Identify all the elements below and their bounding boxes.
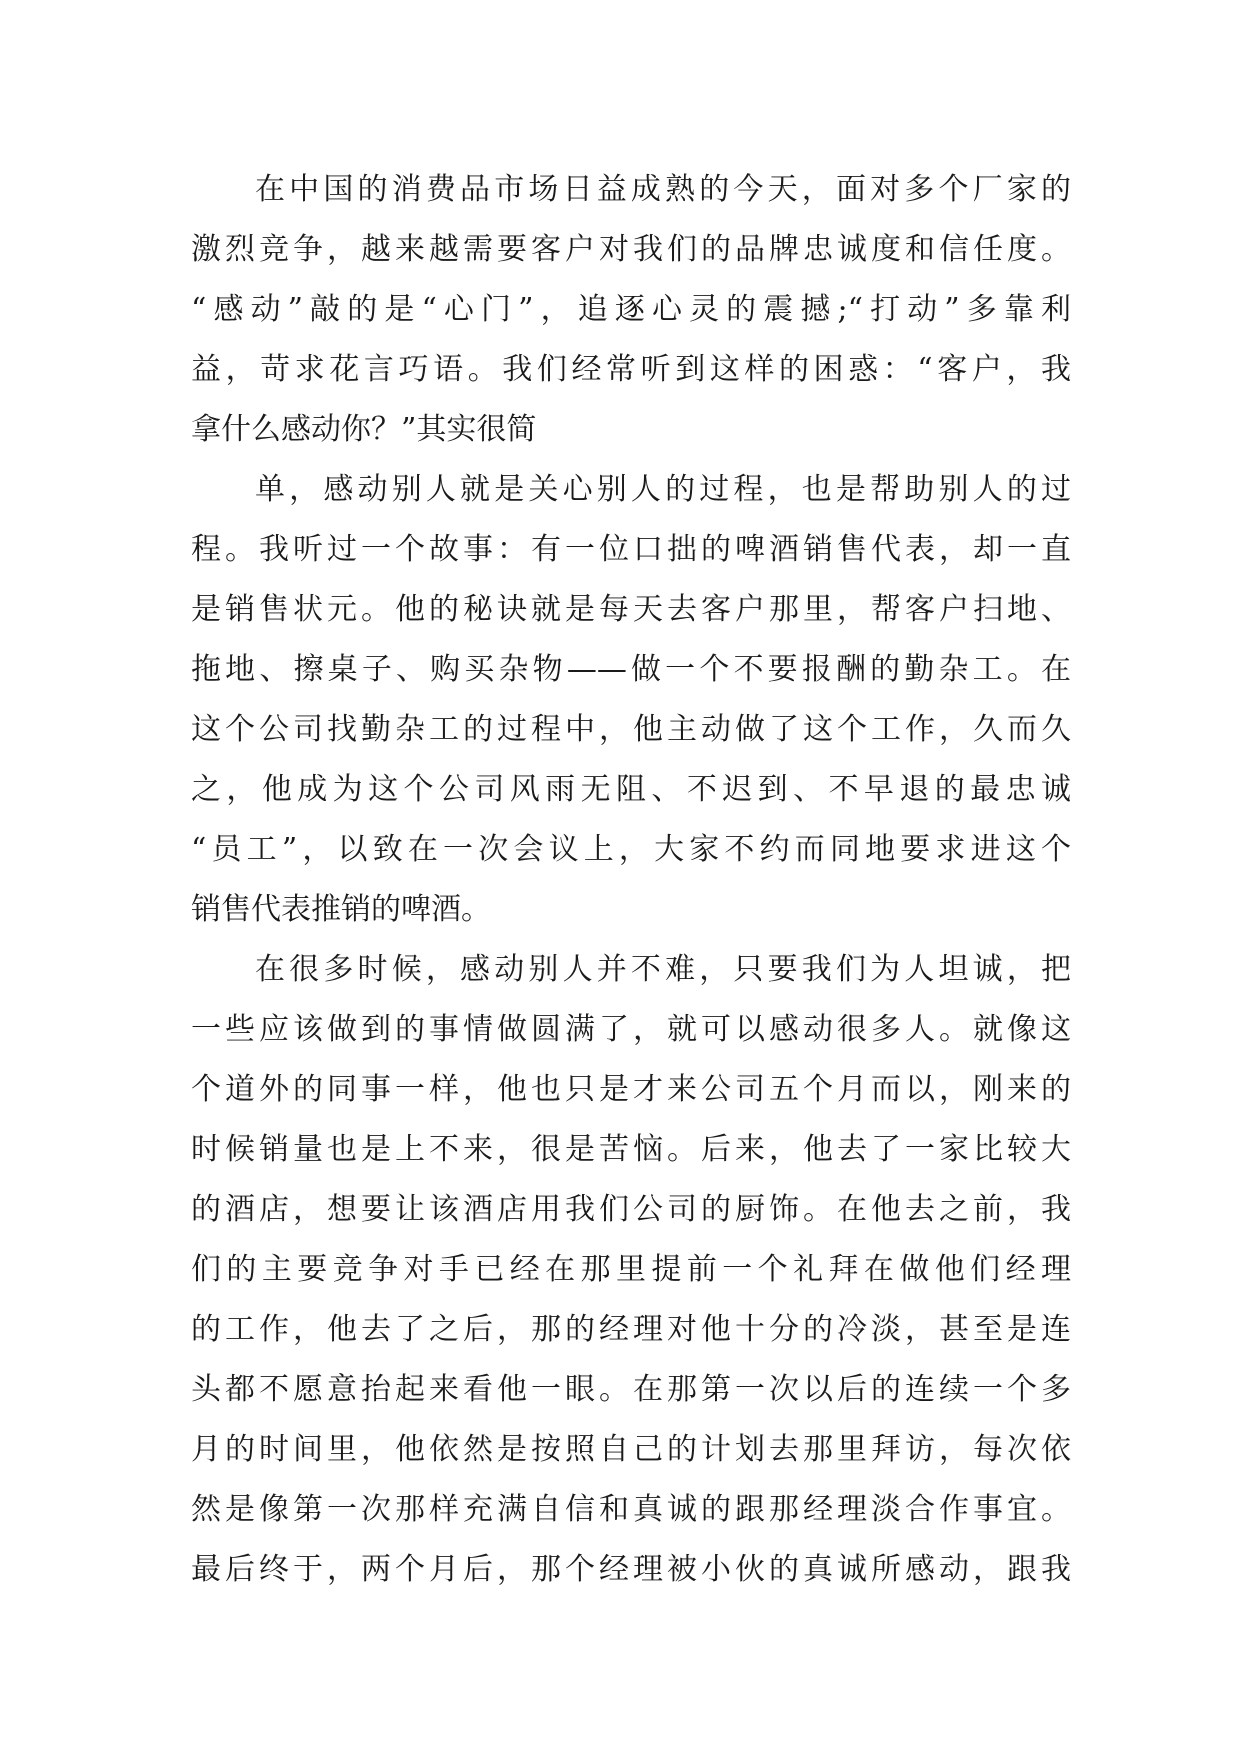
text-line: 月的时间里，他依然是按照自己的计划去那里拜访，每次依 (191, 1432, 1071, 1467)
text-line: 头都不愿意抬起来看他一眼。在那第一次以后的连续一个多 (191, 1372, 1071, 1407)
text-line: 时候销量也是上不来，很是苦恼。后来，他去了一家比较大 (191, 1132, 1071, 1167)
text-line: 在中国的消费品市场日益成熟的今天，面对多个厂家的 (255, 172, 1071, 207)
text-line: 个道外的同事一样，他也只是才来公司五个月而以，刚来的 (191, 1072, 1071, 1107)
text-line: 然是像第一次那样充满自信和真诚的跟那经理淡合作事宜。 (191, 1492, 1071, 1527)
paragraph-2 (191, 460, 1071, 940)
text-line: 的工作，他去了之后，那的经理对他十分的冷淡，甚至是连 (191, 1312, 1071, 1347)
text-line: 最后终于，两个月后，那个经理被小伙的真诚所感动，跟我 (191, 1552, 1071, 1587)
text-line: 单，感动别人就是关心别人的过程，也是帮助别人的过 (255, 472, 1071, 507)
text-line: 这个公司找勤杂工的过程中，他主动做了这个工作，久而久 (191, 712, 1071, 747)
text-line: 之，他成为这个公司风雨无阻、不迟到、不早退的最忠诚 (191, 772, 1071, 807)
text-line: 激烈竞争，越来越需要客户对我们的品牌忠诚度和信任度。 (191, 232, 1071, 267)
body-text (191, 160, 1071, 1600)
text-line: “感动”敲的是“心门”，追逐心灵的震撼;“打动”多靠利 (191, 292, 1071, 327)
text-line: 在很多时候，感动别人并不难，只要我们为人坦诚，把 (255, 952, 1071, 987)
text-line: 们的主要竞争对手已经在那里提前一个礼拜在做他们经理 (191, 1252, 1071, 1287)
text-line: 拿什么感动你？”其实很简 (191, 412, 537, 447)
text-line: 是销售状元。他的秘诀就是每天去客户那里，帮客户扫地、 (191, 592, 1071, 627)
text-line: 销售代表推销的啤酒。 (191, 892, 491, 927)
text-line: 程。我听过一个故事：有一位口拙的啤酒销售代表，却一直 (191, 532, 1071, 567)
paragraph-1 (191, 160, 1071, 460)
text-line: 拖地、擦桌子、购买杂物——做一个不要报酬的勤杂工。在 (191, 652, 1071, 687)
paragraph-3 (191, 940, 1071, 1600)
text-line: 益，苛求花言巧语。我们经常听到这样的困惑：“客户，我 (191, 352, 1071, 387)
text-line: “员工”，以致在一次会议上，大家不约而同地要求进这个 (191, 832, 1071, 867)
text-line: 的酒店，想要让该酒店用我们公司的厨饰。在他去之前，我 (191, 1192, 1071, 1227)
text-line: 一些应该做到的事情做圆满了，就可以感动很多人。就像这 (191, 1012, 1071, 1047)
